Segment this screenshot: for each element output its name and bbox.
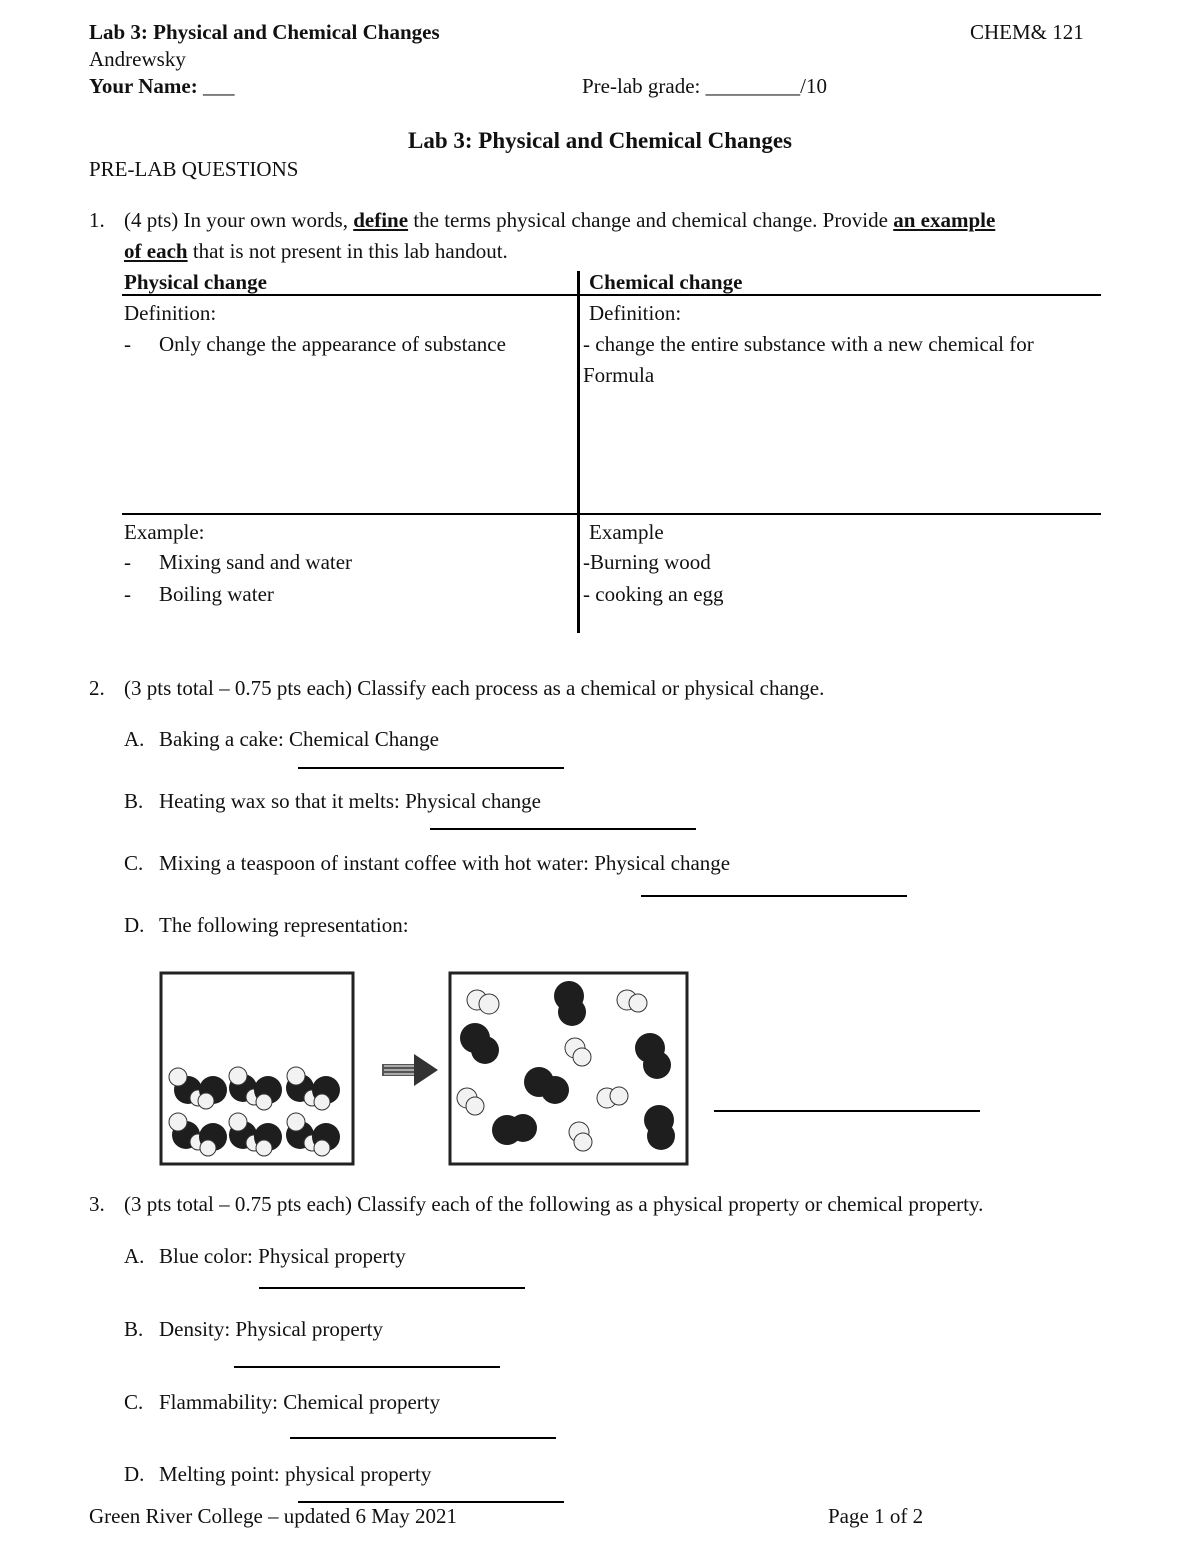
q3-b-answer-line[interactable] <box>234 1366 500 1368</box>
q1-text-b: the terms physical change and chemical change. Provide <box>408 208 894 232</box>
table-header-chemical: Chemical change <box>589 270 743 294</box>
q3-number: 3. <box>89 1192 105 1216</box>
q3-c-text[interactable]: Flammability: Chemical property <box>159 1390 441 1414</box>
prelab-grade <box>582 76 827 97</box>
q1-text-line1 <box>124 210 995 231</box>
q1-number: 1. <box>89 208 105 232</box>
physical-definition-text[interactable]: Only change the appearance of substance <box>159 332 506 356</box>
after-box-image <box>447 970 691 1168</box>
table-column-divider <box>577 271 580 633</box>
q2-number: 2. <box>89 676 105 700</box>
q2-d-answer-line[interactable] <box>714 1110 980 1112</box>
physical-example-dash-2: - <box>124 582 131 606</box>
q3-d-text[interactable]: Melting point: physical property <box>159 1462 432 1486</box>
q3-a-answer-line[interactable] <box>259 1287 525 1289</box>
your-name-label-text: Your Name: <box>89 74 198 98</box>
header-instructor: Andrewsky <box>89 47 186 71</box>
q2-d-letter: D. <box>124 913 145 937</box>
q2-d-text: The following representation: <box>159 913 409 937</box>
q3-text: (3 pts total – 0.75 pts each) Classify each of the following as a physical property or chemical property. <box>124 1192 984 1216</box>
q3-b-letter: B. <box>124 1317 144 1341</box>
chemical-definition-text-2[interactable]: Formula <box>583 363 655 387</box>
q3-b-text[interactable]: Density: Physical property <box>159 1317 383 1341</box>
chemical-definition-text-1[interactable]: - change the entire substance with a new chemical for <box>583 332 1034 356</box>
physical-example-1[interactable]: Mixing sand and water <box>159 550 353 574</box>
physical-example-dash-1: - <box>124 550 131 574</box>
header-course: CHEM& 121 <box>970 20 1084 44</box>
q1-define: define <box>353 208 409 232</box>
your-name-blank[interactable]: ___ <box>202 74 235 98</box>
prelab-grade-label: Pre-lab grade: <box>582 74 701 98</box>
q2-a-letter: A. <box>124 727 145 751</box>
prelab-grade-blank[interactable]: _________ <box>705 74 801 98</box>
q3-a-text[interactable]: Blue color: Physical property <box>159 1244 406 1268</box>
footer-page-number: Page 1 of 2 <box>828 1504 924 1528</box>
table-header-physical: Physical change <box>124 270 267 294</box>
physical-definition-label: Definition: <box>124 301 217 325</box>
q2-b-answer-line[interactable] <box>430 828 696 830</box>
table-header-rule <box>122 294 1101 296</box>
physical-definition-dash: - <box>124 332 131 356</box>
q3-d-answer-line[interactable] <box>298 1501 564 1503</box>
table-mid-rule <box>122 513 1101 515</box>
chemical-example-label: Example <box>589 520 664 544</box>
header-lab-title: Lab 3: Physical and Chemical Changes <box>89 20 440 44</box>
q1-example2: of each <box>124 239 188 263</box>
q1-example: an example <box>893 208 996 232</box>
q1-text-a: (4 pts) In your own words, <box>124 208 354 232</box>
q2-text: (3 pts total – 0.75 pts each) Classify each process as a chemical or physical change. <box>124 676 825 700</box>
q3-d-letter: D. <box>124 1462 145 1486</box>
prelab-grade-total: /10 <box>800 74 827 98</box>
your-name-label <box>89 76 234 97</box>
q3-a-letter: A. <box>124 1244 145 1268</box>
chemical-definition-label: Definition: <box>589 301 682 325</box>
q2-b-letter: B. <box>124 789 144 813</box>
q2-c-letter: C. <box>124 851 144 875</box>
chemical-example-2[interactable]: - cooking an egg <box>583 582 724 606</box>
reaction-arrow-icon <box>380 1052 440 1088</box>
q2-b-text[interactable]: Heating wax so that it melts: Physical change <box>159 789 541 813</box>
physical-example-label: Example: <box>124 520 205 544</box>
q2-a-answer-line[interactable] <box>298 767 564 769</box>
before-box-image <box>158 970 358 1168</box>
q3-c-letter: C. <box>124 1390 144 1414</box>
footer-left: Green River College – updated 6 May 2021 <box>89 1504 457 1528</box>
physical-example-2[interactable]: Boiling water <box>159 582 274 606</box>
q2-c-text[interactable]: Mixing a teaspoon of instant coffee with hot water: Physical change <box>159 851 731 875</box>
q2-a-text[interactable]: Baking a cake: Chemical Change <box>159 727 439 751</box>
q2-c-answer-line[interactable] <box>641 895 907 897</box>
page-title: Lab 3: Physical and Chemical Changes <box>407 128 792 153</box>
chemical-example-1[interactable]: -Burning wood <box>583 550 711 574</box>
section-title: PRE-LAB QUESTIONS <box>89 157 299 181</box>
q1-text-line2 <box>124 241 508 262</box>
q3-c-answer-line[interactable] <box>290 1437 556 1439</box>
q1-text-c: that is not present in this lab handout. <box>187 239 508 263</box>
